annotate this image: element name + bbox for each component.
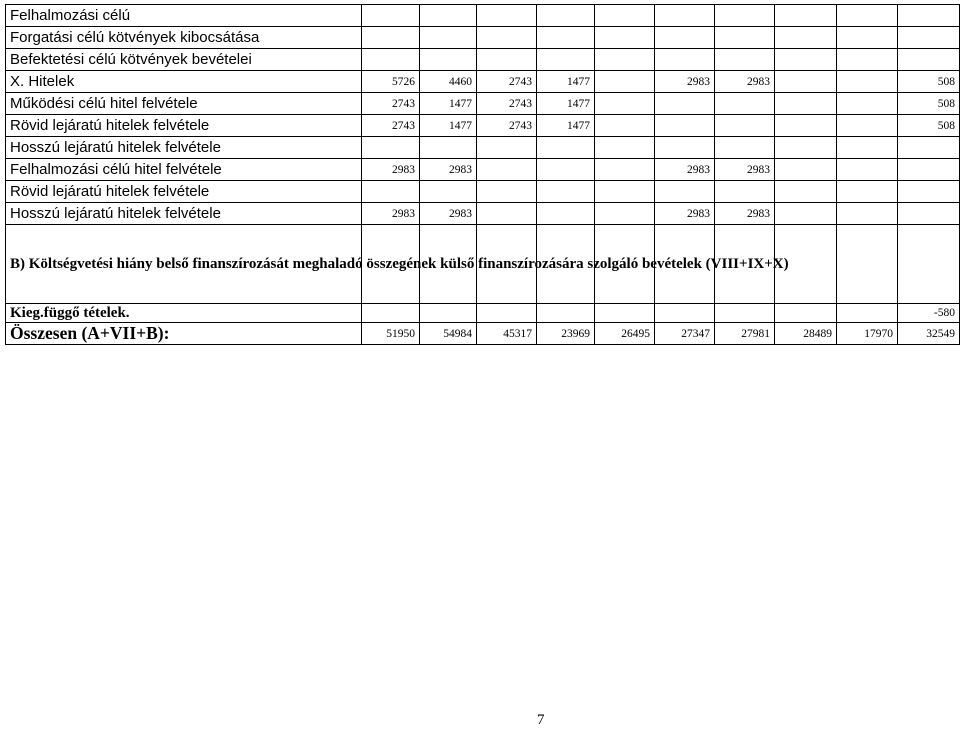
cell: [420, 5, 477, 27]
cell: [655, 181, 715, 203]
cell: 26495: [595, 323, 655, 345]
cell: 1477: [537, 71, 595, 93]
row-label: Felhalmozási célú: [6, 5, 362, 27]
cell: [477, 304, 537, 323]
cell: 508: [898, 93, 960, 115]
cell: 2983: [655, 203, 715, 225]
table-row: [6, 181, 960, 203]
cell: [537, 181, 595, 203]
cell: 2983: [715, 71, 775, 93]
cell: [477, 159, 537, 181]
cell: [898, 181, 960, 203]
cell: 54984: [420, 323, 477, 345]
cell: [537, 137, 595, 159]
cell: 5726: [362, 71, 420, 93]
cell: [837, 115, 898, 137]
cell: [715, 137, 775, 159]
cell: [715, 181, 775, 203]
cell: [837, 159, 898, 181]
cell: [898, 27, 960, 49]
cell: [775, 49, 837, 71]
cell: [595, 49, 655, 71]
cell: 2983: [715, 203, 775, 225]
cell: -580: [898, 304, 960, 323]
row-label: Befektetési célú kötvények bevételei: [6, 49, 362, 71]
cell: 2983: [362, 203, 420, 225]
cell: [837, 71, 898, 93]
row-label: Forgatási célú kötvények kibocsátása: [6, 27, 362, 49]
cell: [655, 27, 715, 49]
row-label: Felhalmozási célú hitel felvétele: [6, 159, 362, 181]
cell: 1477: [537, 93, 595, 115]
cell: [420, 137, 477, 159]
cell: [775, 115, 837, 137]
cell: [362, 181, 420, 203]
cell: 27981: [715, 323, 775, 345]
row-label: Rövid lejáratú hitelek felvétele: [6, 181, 362, 203]
cell: [420, 27, 477, 49]
cell: [775, 93, 837, 115]
cell: [837, 203, 898, 225]
table-row: [6, 323, 960, 345]
table-row: [6, 203, 960, 225]
cell: [655, 93, 715, 115]
cell: [775, 71, 837, 93]
table-body: [6, 5, 960, 345]
table-row: [6, 115, 960, 137]
cell: [898, 49, 960, 71]
cell: [715, 49, 775, 71]
cell: 51950: [362, 323, 420, 345]
cell: 508: [898, 71, 960, 93]
cell: [775, 181, 837, 203]
table-row: [6, 27, 960, 49]
cell: [595, 137, 655, 159]
cell: [477, 5, 537, 27]
cell: [715, 304, 775, 323]
budget-table: [5, 4, 960, 345]
cell: [477, 27, 537, 49]
table-row: [6, 49, 960, 71]
row-label: X. Hitelek: [6, 71, 362, 93]
cell: [362, 304, 420, 323]
cell: 2743: [362, 93, 420, 115]
cell: [837, 225, 898, 304]
cell: [595, 27, 655, 49]
row-label: B) Költségvetési hiány belső finanszírozását meghaladó összegének külső finanszírozására szolgáló bevételek (VIII+IX+X): [6, 225, 362, 304]
cell: 23969: [537, 323, 595, 345]
cell: [837, 304, 898, 323]
cell: [898, 203, 960, 225]
cell: 2983: [655, 159, 715, 181]
table-row: [6, 5, 960, 27]
cell: [775, 304, 837, 323]
cell: [420, 181, 477, 203]
row-label: Működési célú hitel felvétele: [6, 93, 362, 115]
cell: [595, 203, 655, 225]
cell: [362, 27, 420, 49]
cell: 2983: [655, 71, 715, 93]
cell: [655, 49, 715, 71]
cell: [715, 115, 775, 137]
cell: [837, 27, 898, 49]
cell: [537, 203, 595, 225]
cell: 2743: [477, 71, 537, 93]
row-label: Hosszú lejáratú hitelek felvétele: [6, 137, 362, 159]
cell: [595, 93, 655, 115]
cell: 28489: [775, 323, 837, 345]
page-number: 7: [537, 712, 545, 728]
cell: [537, 27, 595, 49]
cell: [837, 49, 898, 71]
cell: 2983: [362, 159, 420, 181]
cell: [595, 5, 655, 27]
row-label: Hosszú lejáratú hitelek felvétele: [6, 203, 362, 225]
cell: [655, 304, 715, 323]
cell: [775, 5, 837, 27]
cell: 2743: [477, 115, 537, 137]
cell: 27347: [655, 323, 715, 345]
cell: [655, 137, 715, 159]
cell: [595, 304, 655, 323]
table-row: [6, 93, 960, 115]
cell: [655, 5, 715, 27]
cell: 1477: [420, 93, 477, 115]
cell: 1477: [420, 115, 477, 137]
cell: [715, 27, 775, 49]
cell: 2983: [715, 159, 775, 181]
cell: [595, 181, 655, 203]
cell: 2743: [362, 115, 420, 137]
cell: [775, 159, 837, 181]
cell: 2743: [477, 93, 537, 115]
cell: [898, 137, 960, 159]
cell: [715, 5, 775, 27]
cell: [477, 181, 537, 203]
table-row: [6, 159, 960, 181]
cell: [837, 5, 898, 27]
cell: 17970: [837, 323, 898, 345]
cell: [595, 159, 655, 181]
cell: [655, 115, 715, 137]
cell: [775, 137, 837, 159]
cell: [775, 27, 837, 49]
cell: 508: [898, 115, 960, 137]
cell: 2983: [420, 203, 477, 225]
row-label: Rövid lejáratú hitelek felvétele: [6, 115, 362, 137]
cell: [898, 5, 960, 27]
cell: [362, 49, 420, 71]
cell: [898, 159, 960, 181]
cell: 1477: [537, 115, 595, 137]
cell: [537, 304, 595, 323]
cell: [420, 49, 477, 71]
cell: [537, 159, 595, 181]
cell: [477, 137, 537, 159]
cell: 45317: [477, 323, 537, 345]
cell: [837, 93, 898, 115]
table-row: [6, 71, 960, 93]
cell: [775, 203, 837, 225]
cell: [898, 225, 960, 304]
cell: [837, 137, 898, 159]
table-row: [6, 137, 960, 159]
table-row: [6, 225, 960, 304]
cell: [420, 304, 477, 323]
cell: [477, 203, 537, 225]
cell: [362, 137, 420, 159]
row-label: Összesen (A+VII+B):: [6, 323, 362, 345]
row-label: Kieg.függő tételek.: [6, 304, 362, 323]
cell: [537, 49, 595, 71]
cell: [362, 5, 420, 27]
cell: [715, 93, 775, 115]
cell: [595, 71, 655, 93]
table-row: [6, 304, 960, 323]
cell: [595, 115, 655, 137]
cell: 32549: [898, 323, 960, 345]
cell: 2983: [420, 159, 477, 181]
cell: [537, 5, 595, 27]
cell: 4460: [420, 71, 477, 93]
cell: [837, 181, 898, 203]
cell: [477, 49, 537, 71]
